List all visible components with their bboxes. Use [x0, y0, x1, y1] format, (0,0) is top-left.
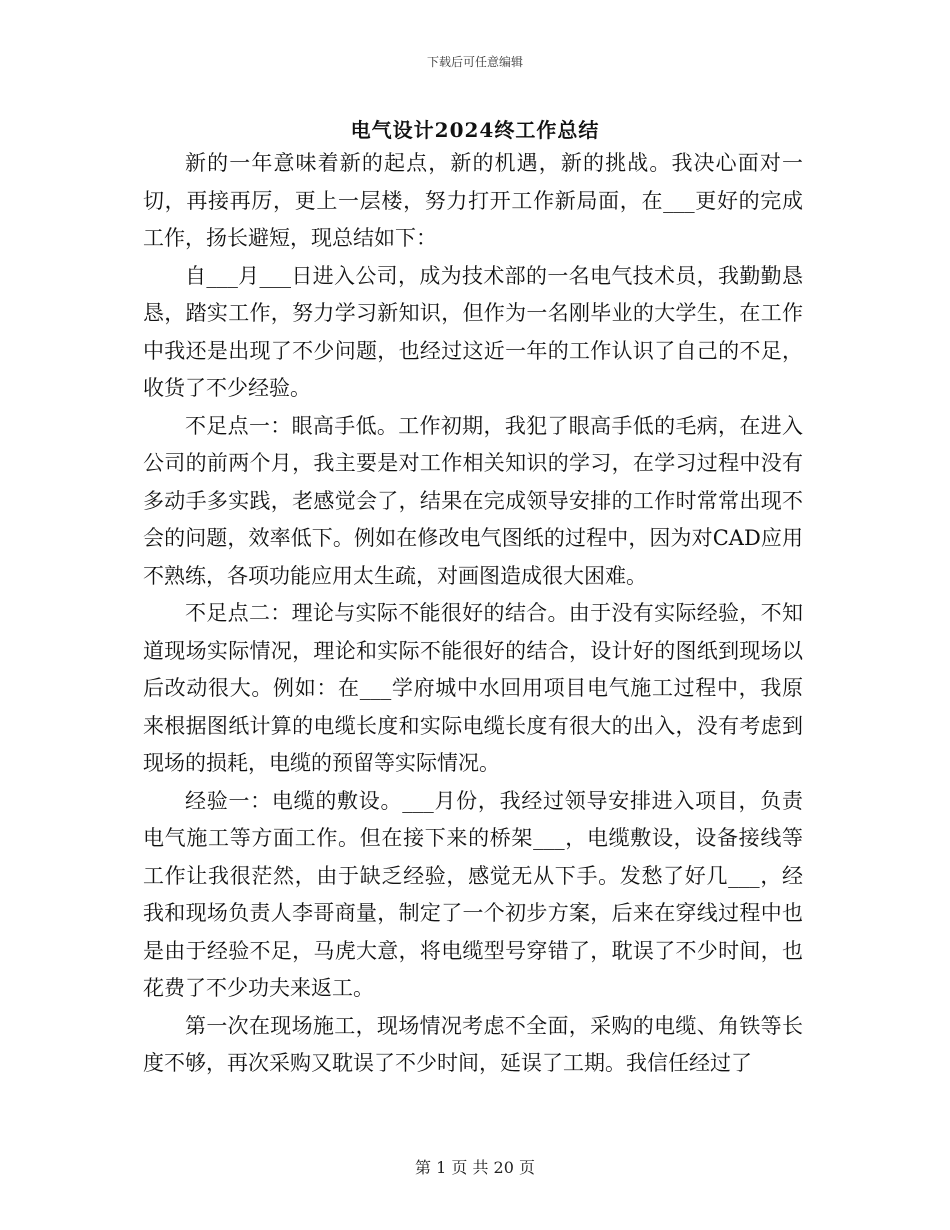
page-number-footer: 第 1 页 共 20 页: [415, 1158, 535, 1177]
paragraph-shortcoming-two: 不足点二：理论与实际不能很好的结合。由于没有实际经验，不知道现场实际情况，理论和实际不能很好的结合，设计好的图纸到现场以后改动很大。例如：在___学府城中水回用项目电气施工过程中，我原来根据图纸计算的电缆长度和实际电缆长度有很大的出入，没有考虑到现场的损耗，电缆的预留等实际情况。: [143, 601, 803, 775]
header-note: 下载后可任意编辑: [426, 55, 523, 69]
paragraph-shortcoming-one: 不足点一：眼高手低。工作初期，我犯了眼高手低的毛病，在进入公司的前两个月，我主要是对工作相关知识的学习，在学习过程中没有多动手多实践，老感觉会了，结果在完成领导安排的工作时常常出现不会的问题，效率低下。例如在修改电气图纸的过程中，因为对CAD应用不熟练，各项功能应用太生疏，对画图造成很大困难。: [143, 413, 803, 588]
paragraph-intro: 新的一年意味着新的起点，新的机遇，新的挑战。我决心面对一切，再接再厉，更上一层楼，努力打开工作新局面，在___更好的完成工作，扬长避短，现总结如下：: [143, 151, 803, 250]
document-title: 电气设计2024终工作总结: [350, 118, 600, 142]
paragraph-first-site-work: 第一次在现场施工，现场情况考虑不全面，采购的电缆、角铁等长度不够，再次采购又耽误了不少时间，延误了工期。我信任经过了: [143, 1013, 803, 1075]
document-body: [143, 145, 803, 1083]
paragraph-experience-one: 经验一：电缆的敷设。___月份，我经过领导安排进入项目，负责电气施工等方面工作。但在接下来的桥架___，电缆敷设，设备接线等工作让我很茫然，由于缺乏经验，感觉无从下手。发愁了好几___，经我和现场负责人李哥商量，制定了一个初步方案，后来在穿线过程中也是由于经验不足，马虎大意，将电缆型号穿错了，耽误了不少时间，也花费了不少功夫来返工。: [143, 788, 803, 1000]
paragraph-joining: 自___月___日进入公司，成为技术部的一名电气技术员，我勤勤恳恳，踏实工作，努力学习新知识，但作为一名刚毕业的大学生，在工作中我还是出现了不少问题，也经过这近一年的工作认识了自己的不足，收货了不少经验。: [143, 263, 803, 400]
